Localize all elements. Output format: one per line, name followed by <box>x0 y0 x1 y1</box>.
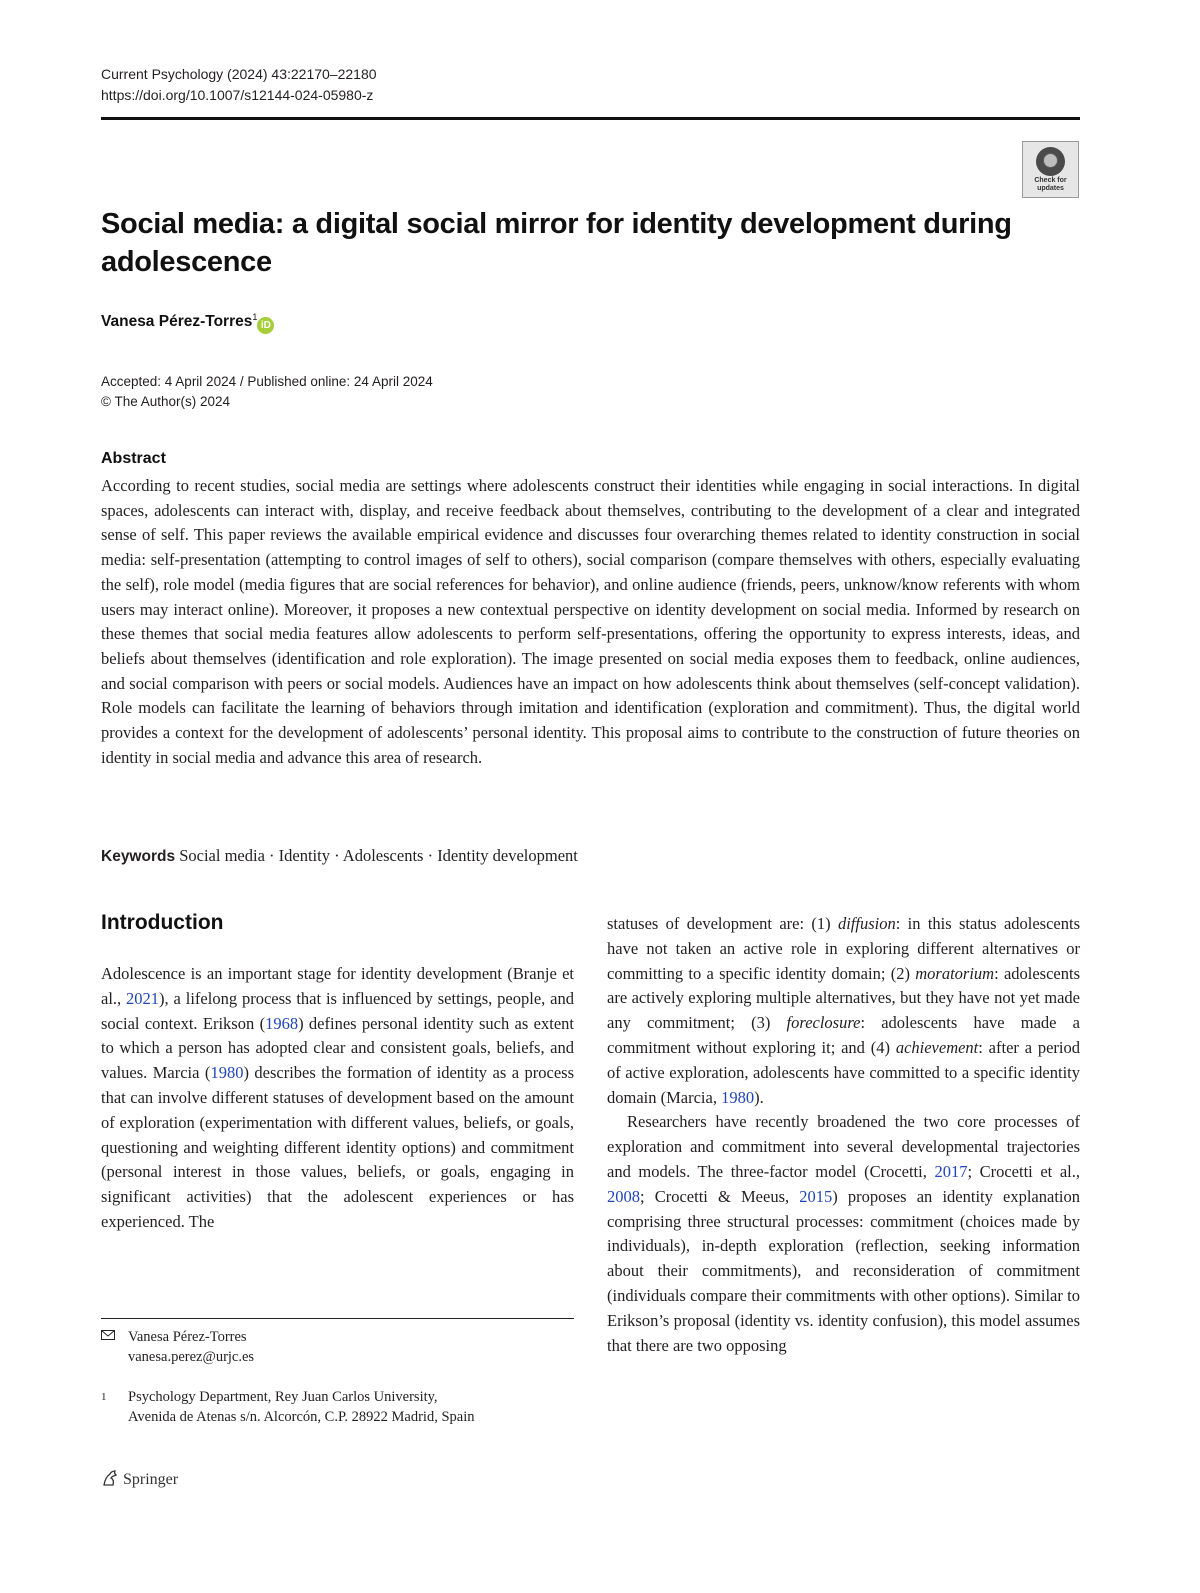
springer-horse-icon <box>101 1469 119 1492</box>
citation-link[interactable]: 1980 <box>210 1063 244 1083</box>
publisher-logo <box>101 1469 178 1492</box>
affiliation-line-1: Psychology Department, Rey Juan Carlos University, <box>128 1389 438 1405</box>
intro-paragraph-3: Researchers have recently broadened the two core processes of exploration and commitment into several developmental trajectories and models. The three-factor model (Crocetti, 2017; Crocetti et al., 2008; Crocetti & Meeus, 2015) proposes an identity explanation comprising three structural processes: commitment (choices made by individuals), in-depth exploration (reflection, seeking information about their commitments), and reconsideration of commitment (individuals compare their commitments with other options). Similar to Erikson’s proposal (identity vs. identity confusion), this model assumes that there are two opposing <box>607 1112 1080 1355</box>
journal-header <box>101 64 377 106</box>
article-dates <box>101 372 433 412</box>
affiliation-number: 1 <box>101 1391 107 1403</box>
contact-email[interactable]: vanesa.perez@urjc.es <box>128 1349 255 1365</box>
crossmark-icon <box>1036 147 1065 176</box>
keywords-label: Keywords <box>101 848 176 865</box>
journal-citation: Current Psychology (2024) 43:22170–22180 <box>101 66 377 82</box>
check-for-updates-badge[interactable] <box>1022 141 1079 198</box>
citation-link[interactable]: 2008 <box>607 1186 640 1206</box>
affiliation-line-2: Avenida de Atenas s/n. Alcorcón, C.P. 28922 Madrid, Spain <box>128 1409 475 1425</box>
author-name: Vanesa Pérez-Torres <box>101 313 253 331</box>
author-line <box>101 312 274 334</box>
abstract-text: According to recent studies, social media are settings where adolescents construct their identities while engaging in social interactions. In digital spaces, adolescents can interact with, display, and receive feedback about themselves, contributing to the development of a clear and integrated sense of self. This paper reviews the available empirical evidence and discusses four overarching themes related to identity construction in social media: self-presentation (attempting to control images of self to others), social comparison (compare themselves with others, especially evaluating the self), role model (media figures that are social references for behavior), and online audience (friends, peers, unknow/know referents with whom users may interact online). Moreover, it proposes a new contextual perspective on identity development on social media. Informed by research on these themes that social media features allow adolescents to perform self-presentations, offering the opportunity to express interests, ideas, and beliefs about themselves (identification and role exploration). The image presented on social media exposes them to feedback, online audiences, and social comparison with peers or social models. Audiences have an impact on how adolescents think about themselves (self-concept validation). Role models can facilitate the learning of behaviors through imitation and identification (exploration and commitment). Thus, the digital world provides a context for the development of adolescents’ personal identity. This proposal aims to contribute to the construction of future theories on identity in social media and advance this area of research. <box>101 476 1080 767</box>
doi-link[interactable]: https://doi.org/10.1007/s12144-024-05980-z <box>101 87 374 103</box>
envelope-icon <box>101 1327 115 1347</box>
accepted-published: Accepted: 4 April 2024 / Published online: 24 April 2024 <box>101 374 433 389</box>
citation-link[interactable]: 1980 <box>721 1087 755 1107</box>
citation-link[interactable]: 2017 <box>934 1161 968 1181</box>
intro-left-column <box>101 962 574 1235</box>
citation-link[interactable]: 1968 <box>265 1013 299 1033</box>
affiliation-footnote <box>101 1387 574 1429</box>
contact-footnote <box>101 1327 574 1369</box>
publisher-name: Springer <box>123 1471 179 1488</box>
citation-link[interactable]: 2015 <box>799 1186 833 1206</box>
footnote-rule <box>101 1318 574 1319</box>
keywords-list: Social media · Identity · Adolescents · Identity development <box>179 846 578 865</box>
intro-paragraph-2: statuses of development are: (1) diffusion: in this status adolescents have not taken an active role in exploring different alternatives or committing to a specific identity domain; (2) moratorium: adolescents are actively exploring multiple alternatives, but they have not yet made any commitment; (3) foreclosure: adolescents have made a commitment without exploring it; and (4) achievement: after a period of active exploration, adolescents have committed to a specific identity domain (Marcia, 1980). <box>607 914 1081 1107</box>
article-title: Social media: a digital social mirror for identity development during adolescence <box>101 208 1012 278</box>
intro-paragraph-1: Adolescence is an important stage for identity development (Branje et al., 2021), a lifelong process that is influenced by settings, people, and social context. Erikson (1968) defines personal identity such as extent to which a person has adopted clear and consistent goals, beliefs, and values. Marcia (1980) describes the formation of identity as a process that can involve different statuses of development based on the amount of exploration (experimentation with different values, beliefs, or goals, questioning and weighting different identity options) and commitment (personal interest in those values, beliefs, or goals, engaging in significant activities) that the adolescent experiences or has experienced. The <box>101 964 574 1231</box>
citation-link[interactable]: 2021 <box>126 988 160 1008</box>
intro-right-column <box>607 912 1080 1358</box>
abstract-heading: Abstract <box>101 450 166 467</box>
keywords <box>101 844 578 869</box>
contact-name: Vanesa Pérez-Torres <box>128 1329 247 1345</box>
author-affil-sup: 1 <box>252 312 258 322</box>
introduction-heading: Introduction <box>101 911 224 934</box>
copyright: © The Author(s) 2024 <box>101 394 231 409</box>
check-for-updates-label: Check for updates <box>1034 177 1067 192</box>
header-rule <box>101 117 1080 120</box>
orcid-icon[interactable]: iD <box>257 317 274 334</box>
